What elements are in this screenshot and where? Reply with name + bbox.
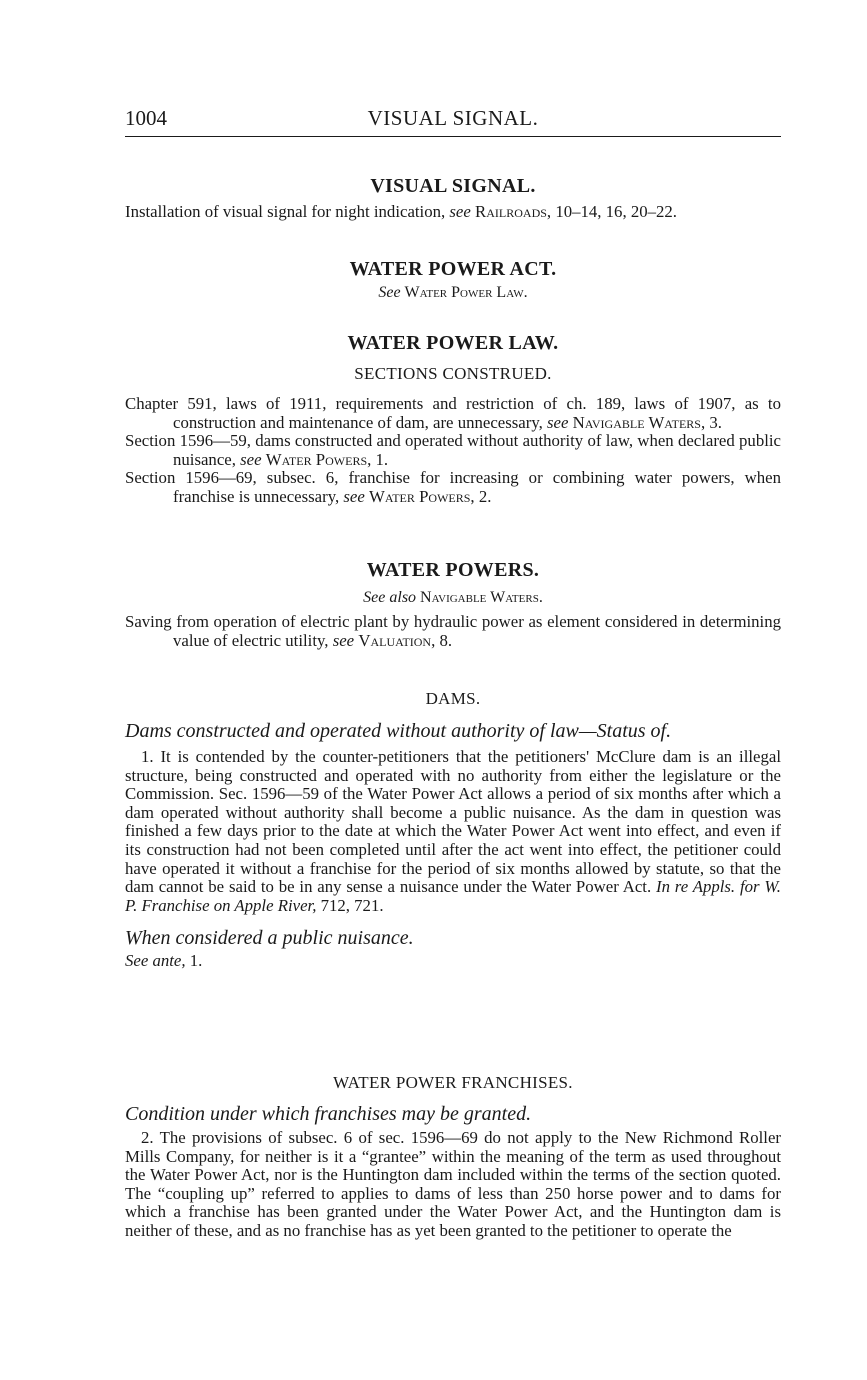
topic-heading: Dams constructed and operated without authority of law—Status of. [125, 720, 672, 742]
index-entry: Saving from operation of electric plant by hydraulic power as element considered in determining value of electric utility, see Valuation, 8. [125, 612, 781, 650]
subheading-franchises: WATER POWER FRANCHISES. [333, 1073, 573, 1092]
section-water-powers [125, 557, 781, 650]
section-water-power-act [125, 256, 781, 304]
digest-paragraph: 1. It is contended by the counter-petitioners that the petitioners' McClure dam is an illegal structure, being constructed and operated with no authority from either the legislature or the Commission. Sec. 1596—59 of the Water Power Act allows a period of six months after which a dam operated without authority shall become a public nuisance. As the dam in question was finished a few days prior to the date at which the Water Power Act went into effect, and even if its construction had not been completed until after the act went into effect, the petitioner could have operated it without a franchise for the period of six months allowed by statute, so that the dam cannot be said to be in any sense a nuisance under the Water Power Act. In re Appls. for W. P. Franchise on Apple River, 712, 721. [125, 747, 781, 915]
cross-reference: See Water Power Law. [378, 284, 528, 301]
subheading-sections-construed: SECTIONS CONSTRUED. [354, 364, 552, 383]
cross-reference: See also Navigable Waters. [363, 589, 543, 606]
running-head [125, 106, 781, 137]
running-title: VISUAL SIGNAL. [367, 106, 539, 130]
page-number: 1004 [125, 106, 167, 130]
section-franchises [125, 1072, 781, 1241]
section-heading: WATER POWER ACT. [349, 258, 557, 280]
digest-paragraph: 2. The provisions of subsec. 6 of sec. 1596—69 do not apply to the New Richmond Roller Mills Company, for neither is it a “grantee” within the meaning of the term as used throughout the Water Power Act, nor is the Huntington dam included within the terms of the section quoted. The “coupling up” referred to applies to dams of less than 250 horse power and to dams for which a franchise has been granted under the Water Power Act, and the Huntington dam is neither of these, and as no franchise has as yet been granted to the petitioner to operate the [125, 1128, 781, 1240]
section-heading: WATER POWER LAW. [347, 332, 559, 354]
index-entry: Section 1596—59, dams constructed and operated without authority of law, when declared public nuisance, see Water Powers, 1. [125, 431, 781, 469]
subheading-dams: DAMS. [425, 689, 481, 708]
section-heading: VISUAL SIGNAL. [370, 175, 536, 197]
index-entry: Section 1596—69, subsec. 6, franchise for increasing or combining water powers, when franchise is unnecessary, see Water Powers, 2. [125, 468, 781, 506]
section-visual-signal [125, 173, 781, 222]
topic-heading: Condition under which franchises may be granted. [125, 1103, 532, 1125]
index-entry: Installation of visual signal for night indication, see Railroads, 10–14, 16, 20–22. [125, 202, 677, 221]
index-entry: Chapter 591, laws of 1911, requirements and restriction of ch. 189, laws of 1907, as to construction and maintenance of dam, are unnecessary, see Navigable Waters, 3. [125, 394, 781, 432]
cross-reference: See ante, 1. [125, 951, 203, 971]
section-dams [125, 688, 781, 971]
section-heading: WATER POWERS. [366, 559, 540, 581]
section-water-power-law [125, 330, 781, 507]
topic-heading: When considered a public nuisance. [125, 927, 414, 950]
entries-list [125, 395, 781, 507]
